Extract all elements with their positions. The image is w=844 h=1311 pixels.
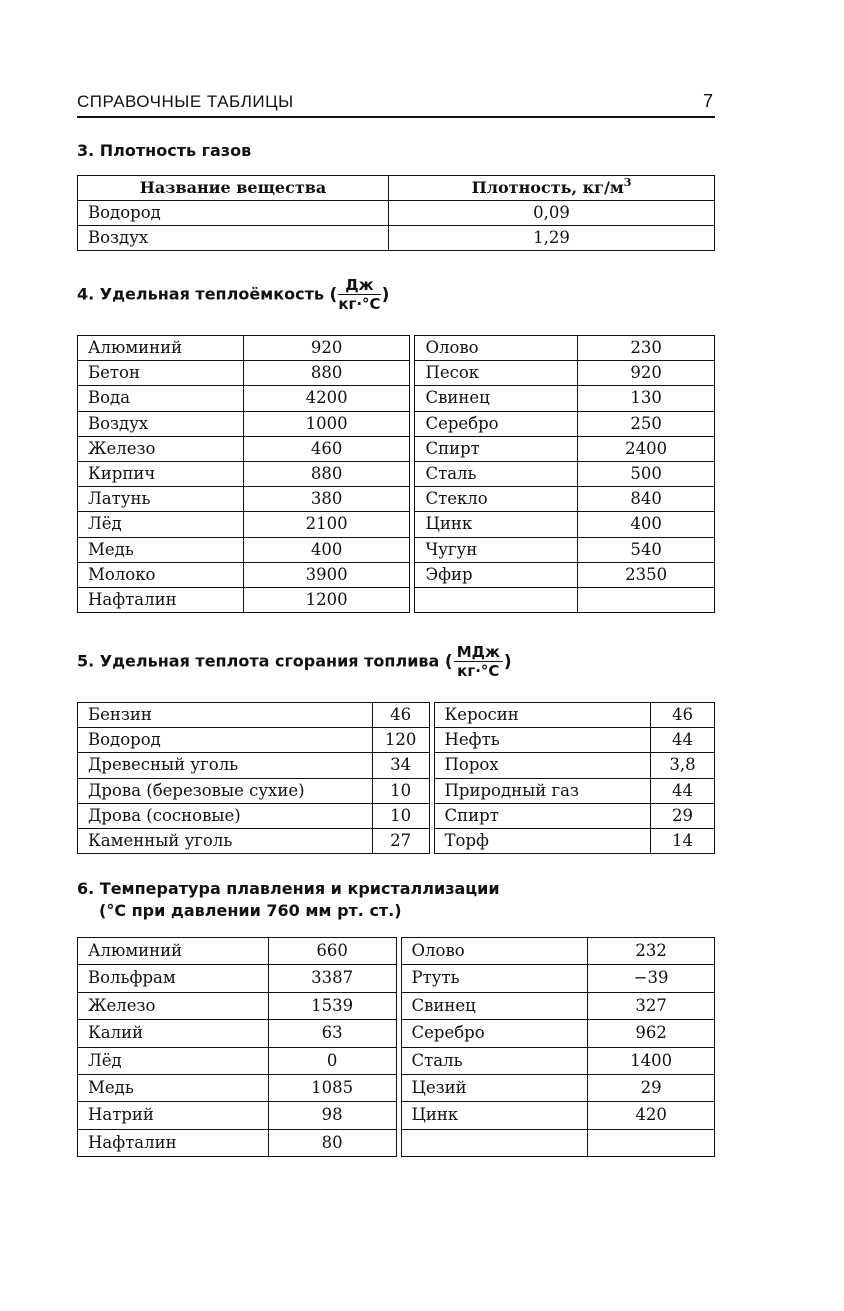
value-left: 46 <box>372 703 429 728</box>
density-value: 1,29 <box>389 226 715 251</box>
table-row <box>78 753 715 778</box>
value-left: 1539 <box>268 992 396 1019</box>
value-left: 10 <box>372 803 429 828</box>
value-left: 27 <box>372 829 429 854</box>
value-left: 10 <box>372 778 429 803</box>
substance-name-right: Природный газ <box>434 778 651 803</box>
value-right: 44 <box>651 778 715 803</box>
section-4-title <box>77 278 389 312</box>
value-right: 250 <box>578 411 715 436</box>
substance-name-right <box>415 588 578 613</box>
substance-name-right: Цинк <box>401 1102 588 1129</box>
value-left: 4200 <box>243 386 410 411</box>
table-row <box>78 1075 715 1102</box>
substance-name-right: Стекло <box>415 487 578 512</box>
value-right: 840 <box>578 487 715 512</box>
table-row <box>78 411 715 436</box>
table-row <box>78 361 715 386</box>
table-row <box>78 512 715 537</box>
value-right: 232 <box>588 938 715 965</box>
value-right: 1400 <box>588 1047 715 1074</box>
value-left: 920 <box>243 336 410 361</box>
col-name-header: Название вещества <box>78 176 389 201</box>
substance-name-left: Латунь <box>78 487 244 512</box>
value-left: 380 <box>243 487 410 512</box>
value-left: 34 <box>372 753 429 778</box>
value-left: 63 <box>268 1020 396 1047</box>
specific-heat-table <box>77 335 715 613</box>
value-left: 460 <box>243 436 410 461</box>
substance-name-left: Медь <box>78 537 244 562</box>
substance-name-right: Спирт <box>415 436 578 461</box>
substance-name-right: Сталь <box>401 1047 588 1074</box>
value-right: 920 <box>578 361 715 386</box>
substance-name-left: Бензин <box>78 703 373 728</box>
substance-name-left: Водород <box>78 728 373 753</box>
substance-name: Воздух <box>78 226 389 251</box>
value-right: 500 <box>578 462 715 487</box>
substance-name-right: Цинк <box>415 512 578 537</box>
page-number: 7 <box>702 91 713 111</box>
table-row <box>78 992 715 1019</box>
paren-close: ) <box>381 285 390 305</box>
value-right: 29 <box>651 803 715 828</box>
substance-name-right: Керосин <box>434 703 651 728</box>
value-left: 0 <box>268 1047 396 1074</box>
section-3-title: 3. Плотность газов <box>77 141 252 160</box>
section-5-title <box>77 645 512 679</box>
table-row <box>78 562 715 587</box>
substance-name-left: Лёд <box>78 1047 269 1074</box>
substance-name-left: Молоко <box>78 562 244 587</box>
value-right: 2400 <box>578 436 715 461</box>
substance-name-right: Порох <box>434 753 651 778</box>
section-4-label: 4. Удельная теплоёмкость <box>77 284 324 304</box>
combustion-heat-body <box>78 703 715 854</box>
specific-heat-body <box>78 336 715 613</box>
melting-point-body <box>78 938 715 1157</box>
melting-point-table <box>77 937 715 1157</box>
substance-name-right: Нефть <box>434 728 651 753</box>
value-right: 962 <box>588 1020 715 1047</box>
unit-numerator: Дж <box>338 278 380 295</box>
value-left: 2100 <box>243 512 410 537</box>
table-row <box>78 965 715 992</box>
substance-name-left: Воздух <box>78 411 244 436</box>
value-right: 2350 <box>578 562 715 587</box>
substance-name-right: Свинец <box>401 992 588 1019</box>
substance-name-left: Алюминий <box>78 336 244 361</box>
value-right <box>588 1129 715 1156</box>
substance-name-right: Эфир <box>415 562 578 587</box>
substance-name-left: Нафталин <box>78 588 244 613</box>
value-right: 46 <box>651 703 715 728</box>
gas-density-table <box>77 175 715 251</box>
substance-name-left: Кирпич <box>78 462 244 487</box>
value-left: 1200 <box>243 588 410 613</box>
table-row <box>78 487 715 512</box>
running-title: СПРАВОЧНЫЕ ТАБЛИЦЫ <box>77 92 294 111</box>
substance-name-right: Цезий <box>401 1075 588 1102</box>
substance-name-right: Серебро <box>401 1020 588 1047</box>
value-left: 880 <box>243 361 410 386</box>
value-left: 120 <box>372 728 429 753</box>
value-left: 3387 <box>268 965 396 992</box>
table-row <box>78 1047 715 1074</box>
section-5-label: 5. Удельная теплота сгорания топлива <box>77 651 440 671</box>
value-left: 98 <box>268 1102 396 1129</box>
substance-name-left: Бетон <box>78 361 244 386</box>
substance-name-right: Серебро <box>415 411 578 436</box>
table-row <box>78 728 715 753</box>
value-right <box>578 588 715 613</box>
value-left: 1000 <box>243 411 410 436</box>
table-row <box>78 778 715 803</box>
substance-name-left: Вольфрам <box>78 965 269 992</box>
unit-numerator: МДж <box>454 645 503 662</box>
paren-open: ( <box>329 285 338 305</box>
substance-name-left: Натрий <box>78 1102 269 1129</box>
value-right: 14 <box>651 829 715 854</box>
value-right: 230 <box>578 336 715 361</box>
table-row <box>78 588 715 613</box>
value-right: 420 <box>588 1102 715 1129</box>
table-row <box>78 386 715 411</box>
section-6-title-line2: (°С при давлении 760 мм рт. ст.) <box>99 901 402 920</box>
table-row <box>78 703 715 728</box>
unit-denominator: кг·°С <box>457 662 500 680</box>
substance-name-right: Олово <box>415 336 578 361</box>
value-right: 29 <box>588 1075 715 1102</box>
section-6-title-line1: 6. Температура плавления и кристаллизации <box>77 879 500 898</box>
substance-name-right <box>401 1129 588 1156</box>
substance-name-left: Древесный уголь <box>78 753 373 778</box>
density-value: 0,09 <box>389 201 715 226</box>
table-row <box>78 829 715 854</box>
value-right: 3,8 <box>651 753 715 778</box>
table-row <box>78 1020 715 1047</box>
substance-name: Водород <box>78 201 389 226</box>
substance-name-right: Чугун <box>415 537 578 562</box>
substance-name-right: Ртуть <box>401 965 588 992</box>
value-right: 327 <box>588 992 715 1019</box>
table-row <box>78 436 715 461</box>
substance-name-right: Сталь <box>415 462 578 487</box>
substance-name-left: Вода <box>78 386 244 411</box>
combustion-heat-table <box>77 702 715 854</box>
substance-name-left: Железо <box>78 992 269 1019</box>
substance-name-left: Каменный уголь <box>78 829 373 854</box>
table-row <box>78 201 715 226</box>
substance-name-left: Нафталин <box>78 1129 269 1156</box>
value-left: 660 <box>268 938 396 965</box>
table-row <box>78 938 715 965</box>
value-right: 130 <box>578 386 715 411</box>
col-density-label: Плотность, кг/м <box>471 178 624 197</box>
value-left: 3900 <box>243 562 410 587</box>
table-row <box>78 336 715 361</box>
value-right: −39 <box>588 965 715 992</box>
table-header-row <box>78 176 715 201</box>
substance-name-right: Торф <box>434 829 651 854</box>
table-row <box>78 537 715 562</box>
substance-name-right: Песок <box>415 361 578 386</box>
paren-open: ( <box>444 652 453 672</box>
gas-density-body <box>78 201 715 251</box>
table-row <box>78 1102 715 1129</box>
substance-name-right: Спирт <box>434 803 651 828</box>
value-left: 880 <box>243 462 410 487</box>
value-right: 44 <box>651 728 715 753</box>
value-left: 80 <box>268 1129 396 1156</box>
substance-name-left: Лёд <box>78 512 244 537</box>
substance-name-left: Дрова (сосновые) <box>78 803 373 828</box>
value-left: 400 <box>243 537 410 562</box>
substance-name-left: Медь <box>78 1075 269 1102</box>
section-6-title <box>77 878 500 922</box>
substance-name-left: Железо <box>78 436 244 461</box>
paren-close: ) <box>503 652 512 672</box>
substance-name-left: Алюминий <box>78 938 269 965</box>
substance-name-right: Свинец <box>415 386 578 411</box>
value-left: 1085 <box>268 1075 396 1102</box>
table-row <box>78 803 715 828</box>
unit-fraction <box>454 645 503 679</box>
value-right: 400 <box>578 512 715 537</box>
col-density-header <box>389 176 715 201</box>
substance-name-right: Олово <box>401 938 588 965</box>
substance-name-left: Дрова (березовые сухие) <box>78 778 373 803</box>
table-row <box>78 462 715 487</box>
table-row <box>78 226 715 251</box>
unit-fraction <box>338 278 380 312</box>
table-row <box>78 1129 715 1156</box>
unit-denominator: кг·°С <box>338 295 381 313</box>
substance-name-left: Калий <box>78 1020 269 1047</box>
value-right: 540 <box>578 537 715 562</box>
running-head <box>77 90 715 118</box>
col-density-sup: 3 <box>623 176 632 189</box>
